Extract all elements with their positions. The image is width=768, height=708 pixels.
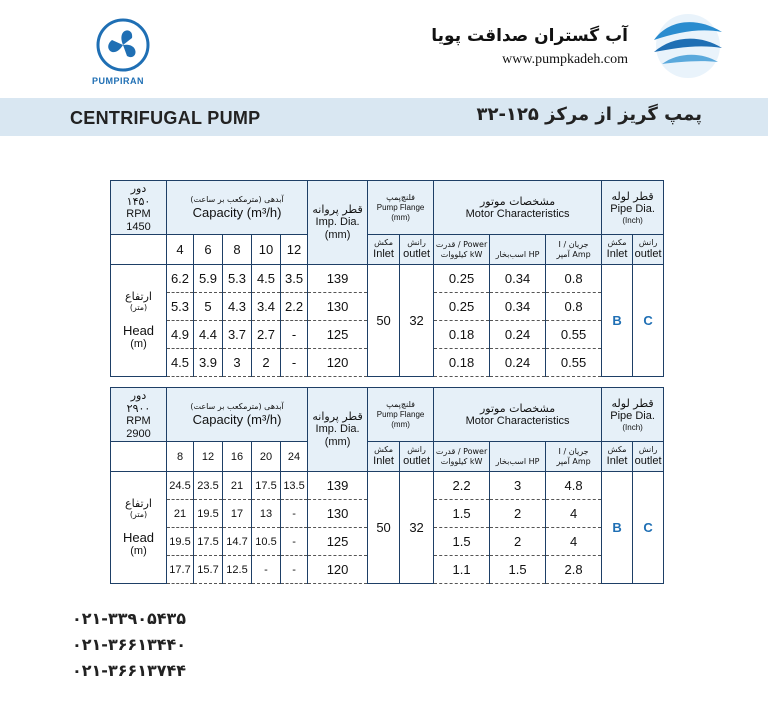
head-value: 17.5 xyxy=(252,472,281,500)
hp-value: 0.24 xyxy=(490,321,546,349)
pump-table-1450 xyxy=(110,180,664,377)
head-label: ارتفاع (متر) Head (m) xyxy=(111,472,167,584)
amp-value: 0.8 xyxy=(546,293,602,321)
head-value: 4.5 xyxy=(252,265,281,293)
amp-value: 2.8 xyxy=(546,556,602,584)
head-label: ارتفاع (متر) Head (m) xyxy=(111,265,167,377)
hp-header: HP اسب‌بخار xyxy=(490,235,546,265)
hp-value: 1.5 xyxy=(490,556,546,584)
head-value: 13 xyxy=(252,500,281,528)
imp-value: 139 xyxy=(308,472,368,500)
pipe-header: قطر لوله Pipe Dia. (Inch) xyxy=(602,181,664,235)
hp-value: 0.34 xyxy=(490,293,546,321)
company-name: آب گستران صداقت پویا xyxy=(431,26,628,46)
pipe-outlet-value: C xyxy=(633,472,664,584)
capacity-value: 10 xyxy=(252,235,281,265)
head-value: - xyxy=(281,321,308,349)
amp-value: 4.8 xyxy=(546,472,602,500)
head-value: 3.7 xyxy=(223,321,252,349)
amp-header: جریان / I Amp آمپر xyxy=(546,235,602,265)
rpm-header: دور ۲۹۰۰ RPM 2900 xyxy=(111,388,167,442)
page-title-en: CENTRIFUGAL PUMP xyxy=(70,108,261,128)
head-value: 4.3 xyxy=(223,293,252,321)
pumpiran-logo-icon xyxy=(96,18,150,72)
head-value: 17.7 xyxy=(167,556,194,584)
brand-left-text: PUMPIRAN xyxy=(92,76,145,86)
motor-header: مشخصات موتور Motor Characteristics xyxy=(434,181,602,235)
flange-outlet-header: رانش outlet xyxy=(400,235,434,265)
kw-value: 0.18 xyxy=(434,349,490,377)
flange-inlet-value: 50 xyxy=(368,265,400,377)
head-value: 3 xyxy=(223,349,252,377)
kw-value: 0.25 xyxy=(434,265,490,293)
imp-value: 120 xyxy=(308,556,368,584)
head-value: 2.2 xyxy=(281,293,308,321)
head-value: - xyxy=(281,528,308,556)
kw-value: 0.25 xyxy=(434,293,490,321)
head-value: 5.3 xyxy=(167,293,194,321)
head-value: 4.9 xyxy=(167,321,194,349)
head-value: - xyxy=(281,500,308,528)
imp-value: 125 xyxy=(308,528,368,556)
amp-value: 0.8 xyxy=(546,265,602,293)
hp-value: 2 xyxy=(490,528,546,556)
head-value: 5.3 xyxy=(223,265,252,293)
head-value: 5 xyxy=(194,293,223,321)
head-value: 3.5 xyxy=(281,265,308,293)
hp-value: 2 xyxy=(490,500,546,528)
head-value: 17.5 xyxy=(194,528,223,556)
imp-value: 120 xyxy=(308,349,368,377)
head-value: 4.4 xyxy=(194,321,223,349)
head-value: 14.7 xyxy=(223,528,252,556)
pipe-inlet-header: مکش Inlet xyxy=(602,235,633,265)
head-value: 21 xyxy=(167,500,194,528)
head-value: 2.7 xyxy=(252,321,281,349)
capacity-header: آبدهی (مترمکعب بر ساعت) Capacity (m³/h) xyxy=(167,388,308,442)
flange-inlet-value: 50 xyxy=(368,472,400,584)
phone-number[interactable]: ۰۲۱-۳۶۶۱۳۴۴۰ xyxy=(72,635,187,654)
pipe-inlet-value: B xyxy=(602,265,633,377)
kw-value: 0.18 xyxy=(434,321,490,349)
head-value: 5.9 xyxy=(194,265,223,293)
capacity-value: 4 xyxy=(167,235,194,265)
phone-list xyxy=(72,606,186,684)
head-value: 12.5 xyxy=(223,556,252,584)
pipe-outlet-header: رانش outlet xyxy=(633,235,664,265)
hp-header: HP اسب‌بخار xyxy=(490,442,546,472)
head-value: 19.5 xyxy=(167,528,194,556)
head-value: 13.5 xyxy=(281,472,308,500)
capacity-value: 12 xyxy=(194,442,223,472)
head-value: 19.5 xyxy=(194,500,223,528)
head-value: 24.5 xyxy=(167,472,194,500)
head-value: 3.4 xyxy=(252,293,281,321)
page-title-fa: پمپ گریز از مرکز ۱۲۵-۳۲ xyxy=(476,104,702,125)
phone-number[interactable]: ۰۲۱-۳۶۶۱۳۷۴۴ xyxy=(72,661,187,680)
pipe-inlet-value: B xyxy=(602,472,633,584)
head-value: 17 xyxy=(223,500,252,528)
capacity-value: 8 xyxy=(167,442,194,472)
company-url[interactable]: www.pumpkadeh.com xyxy=(502,52,628,67)
flange-inlet-header: مکش Inlet xyxy=(368,235,400,265)
flange-outlet-value: 32 xyxy=(400,265,434,377)
amp-value: 4 xyxy=(546,528,602,556)
imp-dia-header: قطر پروانه Imp. Dia. (mm) xyxy=(308,388,368,472)
capacity-value: 8 xyxy=(223,235,252,265)
table-row xyxy=(111,472,664,500)
head-value: 23.5 xyxy=(194,472,223,500)
kw-value: 1.5 xyxy=(434,528,490,556)
head-value: 2 xyxy=(252,349,281,377)
amp-value: 0.55 xyxy=(546,321,602,349)
rpm-spacer xyxy=(111,235,167,265)
amp-value: 4 xyxy=(546,500,602,528)
head-value: - xyxy=(281,556,308,584)
rpm-spacer xyxy=(111,442,167,472)
capacity-value: 20 xyxy=(252,442,281,472)
pump-table-2900 xyxy=(110,387,664,584)
flange-header: فلنچ‌پمپ Pump Flange (mm) xyxy=(368,388,434,442)
rpm-header: دور ۱۴۵۰ RPM 1450 xyxy=(111,181,167,235)
capacity-header: آبدهی (مترمکعب بر ساعت) Capacity (m³/h) xyxy=(167,181,308,235)
kw-value: 1.1 xyxy=(434,556,490,584)
head-value: 15.7 xyxy=(194,556,223,584)
head-value: 10.5 xyxy=(252,528,281,556)
imp-value: 130 xyxy=(308,293,368,321)
head-value: 21 xyxy=(223,472,252,500)
pipe-outlet-value: C xyxy=(633,265,664,377)
motor-header: مشخصات موتور Motor Characteristics xyxy=(434,388,602,442)
capacity-value: 24 xyxy=(281,442,308,472)
pipe-header: قطر لوله Pipe Dia. (Inch) xyxy=(602,388,664,442)
flange-outlet-value: 32 xyxy=(400,472,434,584)
amp-value: 0.55 xyxy=(546,349,602,377)
imp-value: 125 xyxy=(308,321,368,349)
table-row xyxy=(111,265,664,293)
pipe-outlet-header: رانش outlet xyxy=(633,442,664,472)
kw-value: 2.2 xyxy=(434,472,490,500)
capacity-value: 16 xyxy=(223,442,252,472)
page-header xyxy=(0,0,768,96)
pipe-inlet-header: مکش Inlet xyxy=(602,442,633,472)
head-value: - xyxy=(252,556,281,584)
head-value: 6.2 xyxy=(167,265,194,293)
kw-header: Power / قدرت kW کیلووات xyxy=(434,442,490,472)
capacity-value: 12 xyxy=(281,235,308,265)
flange-outlet-header: رانش outlet xyxy=(400,442,434,472)
imp-value: 139 xyxy=(308,265,368,293)
imp-value: 130 xyxy=(308,500,368,528)
imp-dia-header: قطر پروانه Imp. Dia. (mm) xyxy=(308,181,368,265)
capacity-value: 6 xyxy=(194,235,223,265)
head-value: 4.5 xyxy=(167,349,194,377)
flange-header: فلنچ‌پمپ Pump Flange (mm) xyxy=(368,181,434,235)
hp-value: 0.24 xyxy=(490,349,546,377)
hp-value: 0.34 xyxy=(490,265,546,293)
flange-inlet-header: مکش Inlet xyxy=(368,442,400,472)
kw-header: Power / قدرت kW کیلووات xyxy=(434,235,490,265)
head-value: - xyxy=(281,349,308,377)
amp-header: جریان / I Amp آمپر xyxy=(546,442,602,472)
hp-value: 3 xyxy=(490,472,546,500)
phone-number[interactable]: ۰۲۱-۳۳۹۰۵۴۳۵ xyxy=(72,609,187,628)
head-value: 3.9 xyxy=(194,349,223,377)
kw-value: 1.5 xyxy=(434,500,490,528)
water-wave-logo-icon xyxy=(648,10,726,86)
